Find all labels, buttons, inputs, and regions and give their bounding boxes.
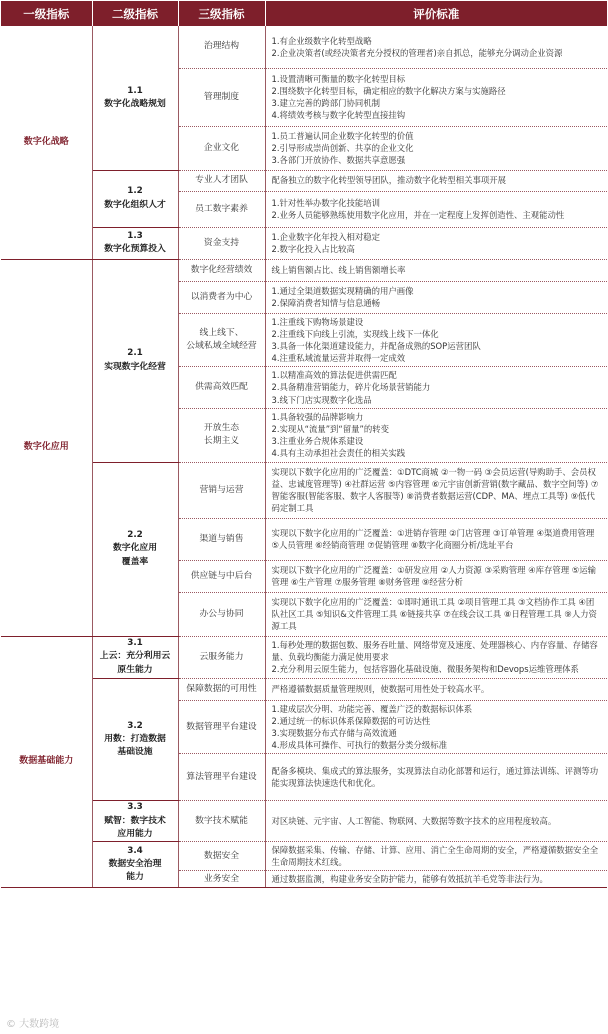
level3-label: 资金支持 bbox=[203, 237, 240, 248]
level3-label: 数字化经营绩效 bbox=[190, 264, 253, 275]
level3-label: 办公与协同 bbox=[199, 608, 244, 619]
criteria-line: 2.注重线下向线上引流，实现线上线下一体化 bbox=[271, 328, 439, 339]
level2-title: 上云：充分利用云 bbox=[99, 651, 171, 662]
criteria-line: 1.具备较强的品牌影响力 bbox=[271, 411, 364, 422]
level3-indicator bbox=[178, 170, 265, 191]
table-row bbox=[1, 170, 607, 191]
criteria-cell bbox=[265, 462, 607, 518]
level1-label: 数据基础能力 bbox=[19, 756, 74, 767]
level2-indicator bbox=[92, 170, 178, 227]
criteria-cell bbox=[265, 754, 607, 801]
criteria-line: 线上销售额占比、线上销售额增长率 bbox=[271, 264, 406, 275]
criteria-line: 3.实现数据分布式存储与高效流通 bbox=[271, 727, 397, 738]
level2-title: 用数：打造数据 bbox=[104, 733, 166, 744]
level3-label: 供应链与中后台 bbox=[190, 570, 253, 581]
criteria-line: 4.具有主动承担社会责任的相关实践 bbox=[271, 448, 406, 459]
level3-label: 专业人才团队 bbox=[195, 175, 248, 186]
level3-label: 数据管理平台建设 bbox=[186, 721, 257, 732]
criteria-cell bbox=[265, 518, 607, 560]
level3-label: 渠道与销售 bbox=[199, 533, 244, 544]
criteria-line: 保障数据采集、传输、存储、计算、应用、消亡全生命周期的安全，严格遵循数据安全全生命周期技术红线。 bbox=[271, 844, 599, 868]
table-row bbox=[1, 678, 607, 700]
level3-label: 数字技术赋能 bbox=[195, 815, 248, 826]
criteria-line: 2.实现从“流量”到“留量”的转变 bbox=[271, 424, 389, 434]
level2-number: 3.2 bbox=[127, 720, 143, 731]
criteria-line: 3.具备一体化渠道建设能力，并配备成熟的SOP运营团队 bbox=[271, 340, 481, 351]
level2-number: 1.3 bbox=[127, 230, 143, 241]
level2-title-line2: 基础设施 bbox=[117, 747, 153, 758]
level2-indicator bbox=[92, 841, 178, 888]
level2-number: 1.1 bbox=[127, 85, 143, 96]
level2-indicator bbox=[92, 801, 178, 842]
criteria-line: 1.企业数字化年投入相对稳定 bbox=[271, 231, 380, 242]
criteria-line: 严格遵循数据质量管理规则，使数据可用性处于较高水平。 bbox=[271, 683, 490, 694]
criteria-line: 4.注重私域流量运营并取得一定成效 bbox=[271, 353, 406, 364]
level2-title-line2: 原生能力 bbox=[117, 664, 153, 675]
level3-label: 治理结构 bbox=[203, 41, 240, 52]
level3-indicator bbox=[178, 700, 265, 754]
criteria-line: 4.形成具体可操作、可执行的数据分类分级标准 bbox=[271, 740, 447, 751]
table-row bbox=[1, 26, 607, 68]
watermark: © 大数跨境 bbox=[6, 1019, 60, 1030]
criteria-line: 实现以下数字化应用的广泛覆盖：①DTC商城 ②一物一码 ③会员运营(导购助手、会员权益、忠诚度管理等) ④社群运营 ⑤内容管理 ⑥元宇宙创新营销(数字藏品、数字空间等) ⑦智能客服(智能客服、数字人客服等) ⑧消费者数据运营(CDP、MA、埋点工具等) ⑨低代码定制工具 bbox=[271, 466, 599, 514]
criteria-line: 配备独立的数字化转型领导团队，推动数字化转型相关事项开展 bbox=[271, 175, 506, 186]
criteria-cell bbox=[265, 281, 607, 313]
level2-title: 实现数字化经营 bbox=[104, 361, 166, 372]
criteria-line: 1.有企业级数字化转型战略 bbox=[271, 35, 372, 46]
criteria-cell bbox=[265, 191, 607, 227]
criteria-line: 对区块链、元宇宙、人工智能、物联网、大数据等数字技术的应用程度较高。 bbox=[271, 816, 557, 826]
criteria-line: 3.线下门店实现数字化选品 bbox=[271, 394, 372, 405]
level2-number: 2.2 bbox=[127, 530, 143, 541]
criteria-cell bbox=[265, 26, 607, 68]
criteria-cell bbox=[265, 871, 607, 888]
criteria-line: 2.引导形成崇尚创新、共享的企业文化 bbox=[271, 142, 414, 153]
level3-indicator bbox=[178, 518, 265, 560]
evaluation-table bbox=[1, 1, 607, 888]
level2-title: 数据安全治理 bbox=[108, 859, 162, 870]
level1-label: 数字化应用 bbox=[23, 442, 69, 452]
level2-indicator bbox=[92, 462, 178, 636]
header-level2: 二级指标 bbox=[92, 1, 178, 26]
criteria-line: 实现以下数字化应用的广泛覆盖：①进销存管理 ②门店管理 ③订单管理 ④渠道费用管理 ⑤人员管理 ⑥经销商管理 ⑦促销管理 ⑧数字化商圈分析/选址平台 bbox=[271, 527, 595, 551]
level3-label: 管理制度 bbox=[203, 91, 240, 102]
criteria-line: 1.每秒处理的数据包数、服务吞吐量、网络带宽及速度、处理器核心、内存容量、存储容量、负载均衡能力满足使用要求 bbox=[271, 639, 598, 662]
level1-indicator bbox=[1, 26, 92, 259]
level3-indicator bbox=[178, 313, 265, 367]
level3-label-line2: 长期主义 bbox=[203, 436, 240, 447]
level3-indicator bbox=[178, 126, 265, 170]
level1-indicator bbox=[1, 636, 92, 888]
level2-title-line2: 覆盖率 bbox=[121, 556, 149, 567]
criteria-cell bbox=[265, 678, 607, 700]
criteria-line: 4.将绩效考核与数字化转型直接挂钩 bbox=[271, 110, 406, 121]
criteria-cell bbox=[265, 227, 607, 259]
criteria-line: 3.各部门开放协作、数据共享意愿强 bbox=[271, 155, 406, 166]
level2-indicator bbox=[92, 227, 178, 259]
level2-title: 数字化预算投入 bbox=[104, 244, 166, 254]
level3-indicator bbox=[178, 191, 265, 227]
level3-indicator bbox=[178, 560, 265, 592]
level1-label: 数字化战略 bbox=[23, 136, 69, 147]
criteria-line: 1.建成层次分明、功能完善、覆盖广泛的数据标识体系 bbox=[271, 703, 473, 714]
level2-indicator bbox=[92, 636, 178, 678]
criteria-line: 1.针对性举办数字化技能培训 bbox=[271, 197, 380, 208]
criteria-cell bbox=[265, 700, 607, 754]
level3-indicator bbox=[178, 754, 265, 801]
level3-indicator bbox=[178, 227, 265, 259]
level3-label: 数据安全 bbox=[203, 850, 240, 861]
header-level1: 一级指标 bbox=[1, 1, 92, 26]
level2-title: 数字化战略规划 bbox=[104, 98, 166, 109]
level3-indicator bbox=[178, 68, 265, 126]
criteria-cell bbox=[265, 259, 607, 281]
criteria-cell bbox=[265, 636, 607, 678]
table-row bbox=[1, 841, 607, 870]
criteria-line: 1.员工普遍认同企业数字化转型的价值 bbox=[271, 130, 414, 141]
level2-number: 3.1 bbox=[127, 638, 143, 649]
level3-indicator bbox=[178, 592, 265, 636]
criteria-cell bbox=[265, 592, 607, 636]
level3-label: 线上线下、 bbox=[199, 328, 244, 339]
level3-indicator bbox=[178, 408, 265, 462]
level2-title: 数字化应用 bbox=[113, 543, 157, 554]
criteria-line: 实现以下数字化应用的广泛覆盖：①研发应用 ②人力资源 ③采购管理 ④库存管理 ⑤运输管理 ⑥生产管理 ⑦服务管理 ⑧财务管理 ⑨经营分析 bbox=[271, 564, 597, 588]
table-row bbox=[1, 227, 607, 259]
criteria-cell bbox=[265, 801, 607, 842]
level3-indicator bbox=[178, 259, 265, 281]
criteria-cell bbox=[265, 68, 607, 126]
level3-label: 业务安全 bbox=[203, 873, 240, 884]
criteria-line: 通过数据监测，构建业务安全防护能力，能够有效抵抗羊毛党等非法行为。 bbox=[271, 874, 548, 885]
level2-number: 2.1 bbox=[127, 348, 143, 359]
level3-indicator bbox=[178, 801, 265, 842]
level3-indicator bbox=[178, 367, 265, 409]
level2-indicator bbox=[92, 259, 178, 462]
level2-indicator bbox=[92, 678, 178, 801]
table-row bbox=[1, 259, 607, 281]
table-row bbox=[1, 462, 607, 518]
header-level3: 三级指标 bbox=[178, 1, 265, 26]
criteria-line: 配备多模块、集成式的算法服务，实现算法自动化部署和运行，通过算法训练、评测等功能实现算法快速迭代和优化。 bbox=[271, 766, 599, 789]
criteria-cell bbox=[265, 841, 607, 870]
criteria-line: 2.通过统一的标识体系保障数据的可访达性 bbox=[271, 715, 431, 726]
level2-title-line2: 应用能力 bbox=[117, 828, 153, 839]
criteria-line: 2.保障消费者知情与信息通畅 bbox=[271, 298, 380, 308]
level3-label: 以消费者为中心 bbox=[190, 291, 253, 302]
level3-indicator bbox=[178, 636, 265, 678]
level3-label: 算法管理平台建设 bbox=[186, 771, 257, 782]
level3-indicator bbox=[178, 462, 265, 518]
level3-indicator bbox=[178, 678, 265, 700]
level3-indicator bbox=[178, 26, 265, 68]
level3-label: 保障数据的可用性 bbox=[186, 683, 257, 694]
table-row bbox=[1, 636, 607, 678]
level2-number: 3.4 bbox=[127, 845, 143, 856]
criteria-line: 1.通过全渠道数据实现精确的用户画像 bbox=[271, 285, 414, 296]
criteria-line: 2.企业决策者(或经决策者充分授权的管理者)亲自抓总，能够充分调动企业资源 bbox=[271, 47, 563, 58]
level3-label: 供需高效匹配 bbox=[195, 382, 248, 393]
level2-number: 3.3 bbox=[127, 802, 143, 813]
level2-title: 赋智：数字技术 bbox=[104, 815, 166, 826]
level3-label: 企业文化 bbox=[203, 142, 240, 153]
criteria-cell bbox=[265, 313, 607, 367]
level3-indicator bbox=[178, 871, 265, 888]
criteria-line: 2.具备精准营销能力，碎片化场景营销能力 bbox=[271, 382, 431, 393]
criteria-line: 实现以下数字化应用的广泛覆盖：①即时通讯工具 ②项目管理工具 ③文档协作工具 ④团队社区工具 ⑤知识&文件管理工具 ⑥链接共享 ⑦在线会议工具 ⑧日程管理工具 ⑨人力资源工具 bbox=[271, 596, 597, 632]
criteria-line: 2.围绕数字化转型目标，确定相应的数字化解决方案与实施路径 bbox=[271, 85, 506, 96]
level2-number: 1.2 bbox=[127, 186, 143, 197]
level3-label: 营销与运营 bbox=[199, 484, 244, 495]
level2-title: 数字化组织人才 bbox=[104, 199, 166, 210]
criteria-cell bbox=[265, 367, 607, 409]
criteria-line: 1.以精准高效的算法促进供需匹配 bbox=[271, 370, 397, 381]
table-row bbox=[1, 801, 607, 842]
level3-indicator bbox=[178, 841, 265, 870]
level3-label: 云服务能力 bbox=[199, 651, 244, 662]
criteria-line: 3.建立完善的跨部门协同机制 bbox=[271, 98, 380, 108]
level3-label: 开放生态 bbox=[203, 423, 240, 434]
criteria-line: 2.业务人员能够熟练使用数字化应用，并在一定程度上发挥创造性、主观能动性 bbox=[271, 210, 565, 220]
criteria-cell bbox=[265, 126, 607, 170]
table-header bbox=[1, 1, 607, 26]
level3-indicator bbox=[178, 281, 265, 313]
level3-label-line2: 公域私域全域经营 bbox=[186, 340, 257, 351]
level2-indicator bbox=[92, 26, 178, 170]
criteria-line: 3.注重业务合规体系建设 bbox=[271, 436, 364, 447]
level2-title-line2: 能力 bbox=[126, 872, 144, 883]
header-criteria: 评价标准 bbox=[265, 1, 607, 26]
criteria-line: 2.充分利用云原生能力，包括容器化基础设施、微服务架构和Devops运维管理体系 bbox=[271, 664, 579, 675]
criteria-line: 1.注重线下购物场景建设 bbox=[271, 316, 364, 327]
criteria-cell bbox=[265, 170, 607, 191]
criteria-line: 1.设置清晰可衡量的数字化转型目标 bbox=[271, 73, 406, 84]
criteria-cell bbox=[265, 408, 607, 462]
level1-indicator bbox=[1, 259, 92, 636]
criteria-cell bbox=[265, 560, 607, 592]
level3-label: 员工数字素养 bbox=[195, 203, 248, 214]
criteria-line: 2.数字化投入占比较高 bbox=[271, 244, 355, 254]
